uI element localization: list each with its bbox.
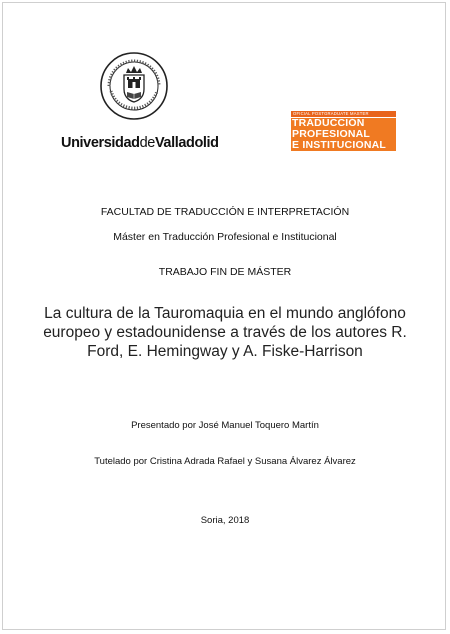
program-logo xyxy=(291,111,396,151)
university-seal-icon xyxy=(99,51,169,121)
university-wordmark: UniversidaddeValladolid xyxy=(61,135,219,151)
faculty-name: FACULTAD DE TRADUCCIÓN E INTERPRETACIÓN xyxy=(100,206,350,218)
program-logo-tagline: OFICIAL POSTGRADUATE MASTER xyxy=(291,111,396,117)
work-type: TRABAJO FIN DE MÁSTER xyxy=(158,266,292,278)
program-logo-title: TRADUCCIÓN PROFESIONAL E INSTITUCIONAL xyxy=(291,118,396,151)
tutored-by: Tutelado por Cristina Adrada Rafael y Susana Álvarez Álvarez xyxy=(94,456,356,467)
master-name: Máster en Traducción Profesional e Institucional xyxy=(113,231,337,243)
presented-by: Presentado por José Manuel Toquero Martín xyxy=(131,420,319,431)
thesis-title: La cultura de la Tauromaquia en el mundo anglófono europeo y estadounidense a través de los autores R. Ford, E. Hemingway y A. Fiske-Harrison xyxy=(43,305,407,360)
place-date: Soria, 2018 xyxy=(200,515,250,526)
